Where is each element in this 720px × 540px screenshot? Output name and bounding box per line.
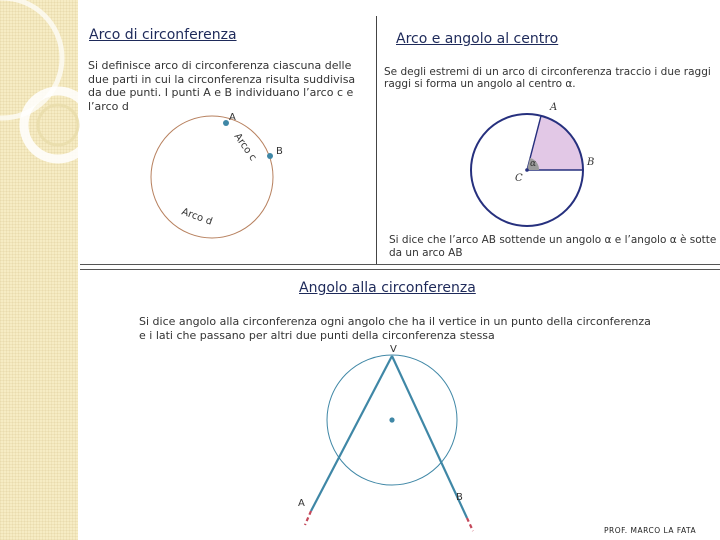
author-footer: PROF. MARCO LA FATA [604, 526, 697, 535]
label-a-right: A [550, 102, 558, 113]
right-section-paragraph: Se degli estremi di un arco di circonferenza traccio i due raggi raggi si forma un angolo al centro α. [384, 66, 711, 90]
right-caption-line2: da un arco AB [389, 247, 463, 259]
bottom-paragraph-line1: Si dice angolo alla circonferenza ogni angolo che ha il vertice in un punto della circonferenza [139, 315, 651, 328]
left-section-title: Arco di circonferenza [89, 27, 237, 43]
label-a: A [229, 112, 236, 123]
label-alpha: α [530, 159, 537, 169]
left-section-paragraph: Si definisce arco di circonferenza ciascuna delle due parti in cui la circonferenza risulta suddivisa da due punti. I punti A e B individuano l’arco c e l’arco d [88, 59, 356, 113]
arc-c-label: Arco c [231, 131, 259, 164]
side-vb-extension [467, 518, 473, 531]
label-b-right: B [587, 157, 595, 168]
label-a-bottom: A [298, 498, 305, 509]
label-c: C [515, 173, 523, 184]
center-point-bottom [389, 417, 394, 422]
label-b-bottom: B [456, 492, 463, 503]
label-v: V [390, 344, 397, 355]
bottom-paragraph-line2: e i lati che passano per altri due punti della circonferenza stessa [139, 329, 495, 342]
side-va-extension [305, 511, 311, 525]
label-b: B [276, 146, 283, 157]
right-section-title: Arco e angolo al centro [396, 31, 559, 47]
side-va [311, 356, 392, 511]
bottom-section-title: Angolo alla circonferenza [299, 280, 476, 296]
arc-d-label: Arco d [179, 206, 214, 228]
right-caption-line1: Si dice che l’arco AB sottende un angolo α e l’angolo α è sotte [389, 234, 717, 246]
